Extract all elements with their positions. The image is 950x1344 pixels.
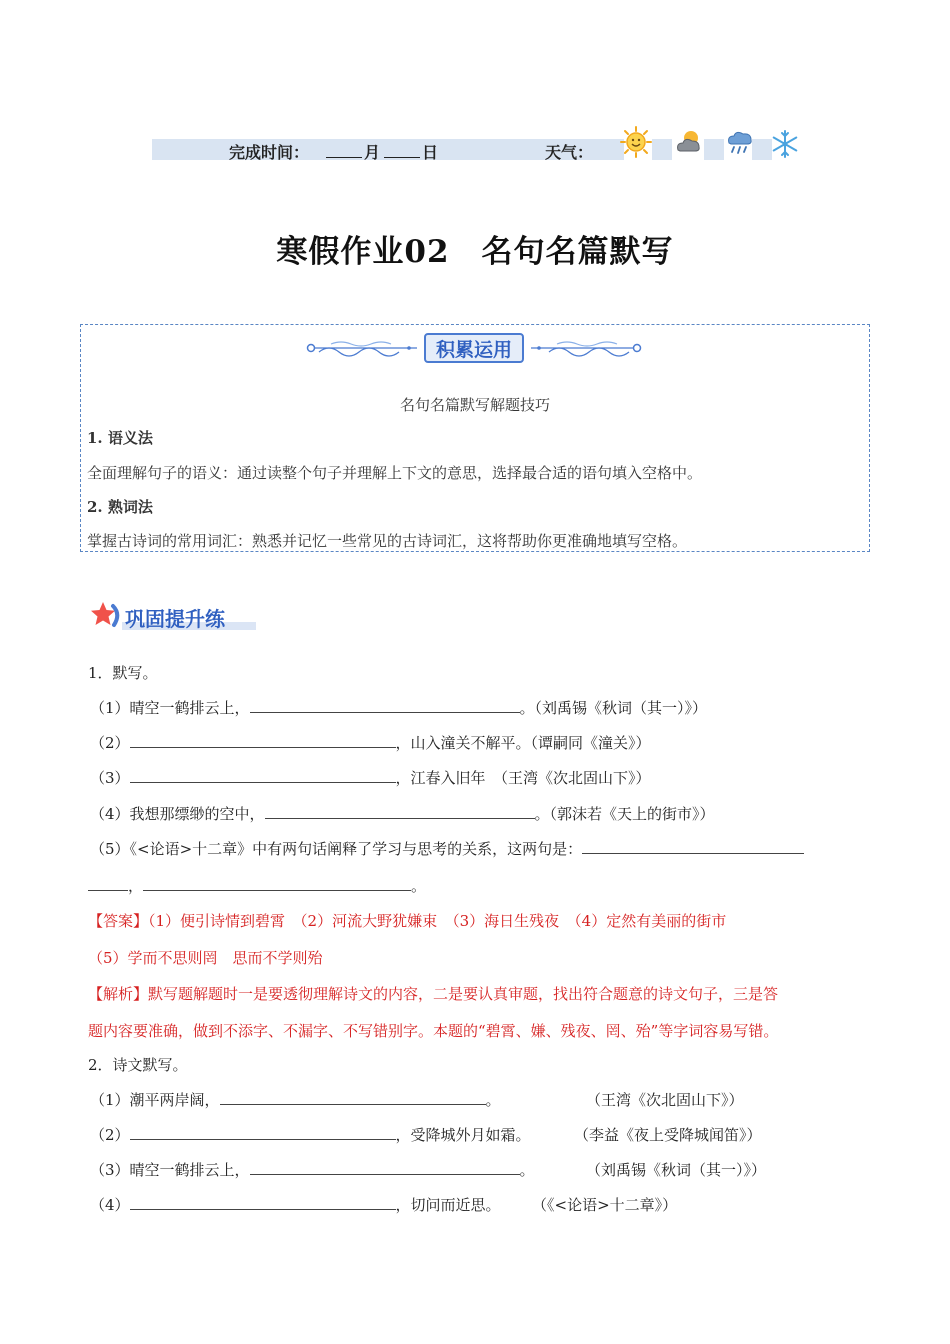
analysis-tag: 【解析】 [88,985,149,1003]
q1-analysis-cont: 题内容要准确，做到不添字、不漏字、不写错别字。本题的“碧霄、嫌、残夜、罔、殆”等字词容易写错。 [88,1022,779,1040]
q2-item-4: （4） ，切问而近思。 [90,1196,501,1214]
q2-item-1: （1）潮平两岸阔， 。 [90,1091,501,1109]
q1-answer-cont: （5）学而不思则罔 思而不学则殆 [88,949,323,967]
month-label: 月 [364,143,381,162]
method-1-body: 全面理解句子的语义：通过读整个句子并理解上下文的意思，选择最合适的语句填入空格中。 [87,464,703,482]
rain-icon[interactable] [724,126,756,158]
q1-item-1: （1）晴空一鹤排云上， 。（刘禹锡《秋词（其一）》） [90,699,708,717]
time-label: 完成时间： [229,143,310,162]
answer-blank[interactable] [130,733,396,748]
page-title: 寒假作业02 名句名篇默写 [276,234,674,270]
q2-item-3-source: （刘禹锡《秋词（其一）》） [586,1161,767,1179]
partly-cloudy-icon[interactable] [672,126,704,158]
answer-blank[interactable] [143,876,411,891]
q2-heading: 2．诗文默写。 [88,1056,188,1074]
answer-blank[interactable] [250,698,520,713]
q2-item-2: （2） ，受降城外月如霜。 [90,1126,531,1144]
header-cell [652,139,672,160]
method-2-heading: 2. 熟词法 [87,498,153,516]
month-blank[interactable] [326,157,362,158]
q1-item-2: （2） ，山入潼关不解平。（谭嗣同《潼关》） [90,734,651,752]
snowflake-icon[interactable] [769,128,801,160]
header-cell [704,139,724,160]
left-wave-decoration [305,336,420,360]
answer-blank[interactable] [250,1160,520,1175]
answer-blank[interactable] [130,1125,396,1140]
accumulate-badge: 积累运用 [424,333,524,363]
weather-label: 天气： [545,143,594,162]
answer-blank[interactable] [130,768,396,783]
method-2-body: 掌握古诗词的常用词汇：熟悉并记忆一些常见的古诗词汇，这将帮助你更准确地填写空格。 [87,532,688,550]
q1-heading: 1．默写。 [88,664,158,682]
answer-tag: 【答案】 [88,912,149,930]
sun-icon[interactable] [620,126,652,158]
answer-blank[interactable] [88,876,128,891]
right-wave-decoration [528,336,643,360]
answer-blank[interactable] [130,1195,396,1210]
answer-blank[interactable] [265,804,535,819]
answer-blank[interactable] [220,1090,486,1105]
method-1-heading: 1. 语义法 [87,429,153,447]
q1-item-5: （5）《<论语>十二章》中有两句话阐释了学习与思考的关系，这两句是： [90,838,804,859]
answer-blank[interactable] [582,839,804,854]
q2-item-1-source: （王湾《次北固山下》） [586,1091,744,1109]
section-label: 巩固提升练 [125,607,225,631]
box-subtitle: 名句名篇默写解题技巧 [399,396,550,414]
q2-item-4-source: （《<论语>十二章》） [532,1196,678,1214]
q1-answer: 【答案】（1）便引诗情到碧霄 （2）河流大野犹嫌束 （3）海日生残夜 （4）定然有美丽的街市 [88,912,727,930]
day-blank[interactable] [384,157,420,158]
star-icon [89,600,123,630]
q2-item-2-source: （李益《夜上受降城闻笛》） [574,1126,762,1144]
q1-analysis: 【解析】默写题解题时一是要透彻理解诗文的内容，二是要认真审题，找出符合题意的诗文句子，三是答 [88,985,779,1003]
q2-item-3: （3）晴空一鹤排云上， 。 [90,1161,535,1179]
q1-item-5-cont: ， 。 [88,875,426,896]
q1-item-4: （4）我想那缥缈的空中， 。（郭沫若《天上的街市》） [90,805,715,823]
day-label: 日 [422,143,439,162]
q1-item-3: （3） ，江春入旧年 （王湾《次北固山下》） [90,769,651,787]
